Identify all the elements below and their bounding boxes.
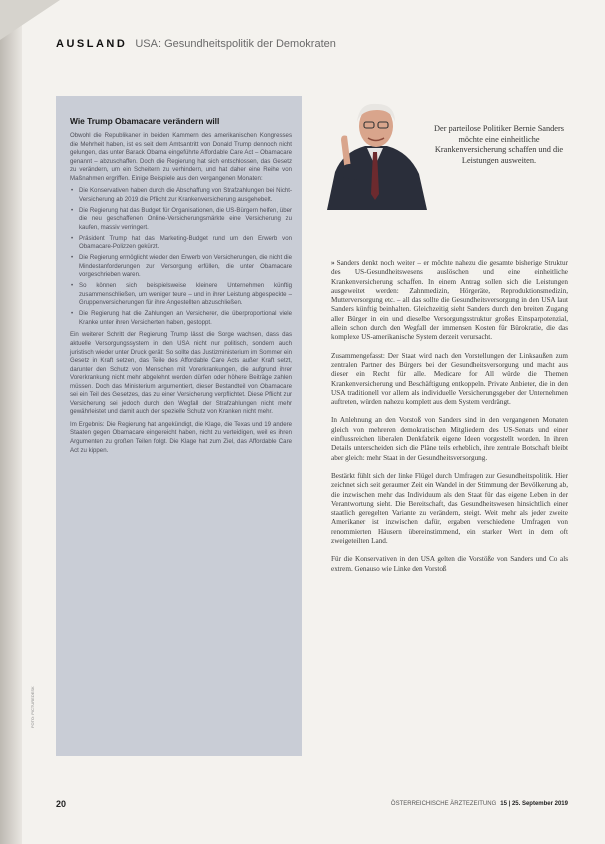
page-number: 20 bbox=[56, 799, 67, 809]
sidebar-bullet: • Die Regierung ermöglicht wieder den Erwerb von Versicherungen, die nicht die Mindestanforderungen zur Versorgung erfüllen, die unter Obamacare vorgeschrieben waren. bbox=[71, 254, 292, 279]
sidebar-bullet-list bbox=[70, 187, 292, 327]
sidebar-paragraph: Im Ergebnis: Die Regierung hat angekündigt, die Klage, die Texas und 19 andere Staaten gegen Obamacare eingereicht haben, nicht zu verteidigen, weil es ihren Argumenten zu großen Teilen folgt. Die Klage hat zum Ziel, das Affordable Care Act zu kippen. bbox=[70, 420, 292, 454]
speaker-portrait-icon bbox=[321, 96, 429, 210]
bullet-icon: • bbox=[71, 187, 74, 195]
article-paragraph: Zusammengefasst: Der Staat wird nach den Vorstellungen der Linksaußen zum zentralen Partner des Bürgers bei der Gesundheitsversorgung und macht aus dieser ein Recht für alle. Medicare for All würde die Themen Krankenversicherung und Beschäftigung entkoppeln. Private Anbieter, die in den USA traditionell vor allem als individuelle Versicherungsgeber der Unternehmen auftreten, würden nahezu komplett aus dem System verdrängt. bbox=[331, 351, 568, 407]
sidebar-bullet: • Die Regierung hat das Budget für Organisationen, die US-Bürgern helfen, über die neu geschaffenen Online-Versicherungsmärkte eine Versicherung zu kaufen, massiv verringert. bbox=[71, 206, 292, 231]
sidebar-intro: Obwohl die Republikaner in beiden Kammern des amerikanischen Kongresses die Mehrheit haben, ist es seit dem Amtsantritt von Donald Trump dennoch nicht gelungen, das unter Barack Obama eingeführte Affordable Care Act – Obamacare genannt – abzuschaffen. Doch die Regierung hat sich entschlossen, das Gesetz zu verändern, um ein Scheitern zu verhindern, und hat daher eine Reihe von Maßnahmen ergriffen. Einige Beispiele aus den vergangenen Monaten: bbox=[70, 132, 292, 182]
article-paragraph: » Sanders denkt noch weiter – er möchte nahezu die gesamte bisherige Struktur des US-Gesundheitswesens auslöschen und eine einheitliche Krankenversicherung schaffen. In einem Antrag sollen sich die Leistungen ausgeweitet werden: Zahnmedizin, Hörgeräte, Reproduktionsmedizin, Mutterversorgung etc. – all das sollte die Gesundheitsversorgung in den USA laut Sanders künftig beinhalten. Gleichzeitig sieht Sanders durch den breiten Zugang aller Bürger in ein und dieselbe Versorgungsstruktur großes Einsparpotenzial, allein schon durch den Wegfall der immensen Kosten für Bürokratie, die das komplexe US-amerikanische System derzeit verursacht. bbox=[331, 259, 568, 342]
bullet-icon: • bbox=[71, 254, 74, 262]
sidebar-bullet: • Präsident Trump hat das Marketing-Budget rund um den Erwerb von Obamacare-Polizzen gekürzt. bbox=[71, 234, 292, 251]
issue-date: 15 | 25. September 2019 bbox=[500, 801, 568, 807]
continuation-arrow-icon: » bbox=[331, 259, 335, 267]
photo-caption: Der parteilose Politiker Bernie Sanders möchte eine einheitliche Krankenversicherung schaffen und die Leistungen ausweiten. bbox=[434, 124, 564, 165]
bullet-icon: • bbox=[71, 310, 74, 318]
sidebar-body bbox=[70, 132, 292, 459]
article-paragraph: Für die Konservativen in den USA gelten die Vorstöße von Sanders und Co als extrem. Genauso wie Linke den Vorstoß bbox=[331, 555, 568, 573]
page-gutter-shadow bbox=[0, 0, 22, 844]
sidebar-paragraph: Ein weiterer Schritt der Regierung Trump lässt die Sorge wachsen, dass das aktuelle Versorgungssystem in den USA nicht nur politisch, sondern auch juristisch wieder unter Druck gerät: So sollte das Justizministerium im Sommer ein Gesetz in Kraft setzen, das Teile des Affordable Care Acts außer Kraft setzt, darunter den Schutz von Menschen mit Vorerkrankungen, die aufgrund ihrer Vorerkrankung nicht mehr abgelehnt werden dürfen oder höhere Beiträge zahlen müssen. Doch das Ministerium argumentiert, dieser Bestandteil von Obamacare sei ein Teil des Gesetzes, das zu einer Versicherung verpflichtet. Diese Pflicht zur Versicherung sei jedoch durch den Wegfall der Strafzahlungen nicht mehr gewährleistet und damit auch der spezielle Schutz von Kranken nicht mehr. bbox=[70, 331, 292, 416]
sidebar-box bbox=[56, 96, 302, 756]
sidebar-title: Wie Trump Obamacare verändern will bbox=[70, 116, 220, 126]
sidebar-bullet: • So können sich beispielsweise kleinere Unternehmen künftig zusammenschließen, um weniger teure – und in ihrer Leistung abgespeckte – Gruppenversicherungen für ihre Angestellten abzuschließen. bbox=[71, 282, 292, 307]
bullet-icon: • bbox=[71, 234, 74, 242]
bullet-icon: • bbox=[71, 282, 74, 290]
section-subtitle: USA: Gesundheitspolitik der Demokraten bbox=[135, 38, 336, 50]
section-header bbox=[56, 38, 336, 50]
sanders-photo bbox=[321, 96, 429, 210]
bullet-icon: • bbox=[71, 206, 74, 214]
sidebar-bullet: • Die Konservativen haben durch die Abschaffung von Strafzahlungen bei Nicht-Versicherung ab 2019 die Pflicht zur Krankenversicherung ausgehebelt. bbox=[71, 187, 292, 203]
section-title: AUSLAND bbox=[56, 38, 128, 50]
main-article-column bbox=[331, 259, 568, 583]
article-paragraph: Bestärkt fühlt sich der linke Flügel durch Umfragen zur Gesundheitspolitik. Hier zeichnet sich seit geraumer Zeit ein Wandel in der Stimmung der Bevölkerung ab, die inzwischen mehr das Individuum als den Staat für das eigene Leben in der Verantwortung sieht. Die Bereitschaft, das Gesundheitswesen hinsichtlich einer staatlich geregelten Variante zu verändern, steigt. Weit mehr als jeder zweite Amerikaner ist inzwischen dafür, ergaben verschiedene Umfragen von renommierten Häusern übereinstimmend, ein starker Wert in dem oft zweigeteilten Land. bbox=[331, 471, 568, 546]
article-paragraph: In Anlehnung an den Vorstoß von Sanders sind in den vergangenen Monaten gleich von mehreren demokratischen Mitgliedern des US-Senats und einer einflussreichen liberalen Denkfabrik eigene Ideen vorgestellt worden. In ihren Details unterscheiden sich die Pläne teils erheblich, ihre zentrale Botschaft bleibt aber gleich: mehr Staat in der Gesundheitsversorgung. bbox=[331, 416, 568, 462]
sidebar-bullet: • Die Regierung hat die Zahlungen an Versicherer, die überproportional viele Kranke unter ihren Versicherten haben, gestoppt. bbox=[71, 310, 292, 326]
page-corner bbox=[0, 0, 60, 40]
publication-info bbox=[391, 801, 568, 807]
photo-credit: FOTO: PICTUREDESK bbox=[30, 686, 35, 728]
publication-name: ÖSTERREICHISCHE ÄRZTEZEITUNG bbox=[390, 801, 497, 807]
